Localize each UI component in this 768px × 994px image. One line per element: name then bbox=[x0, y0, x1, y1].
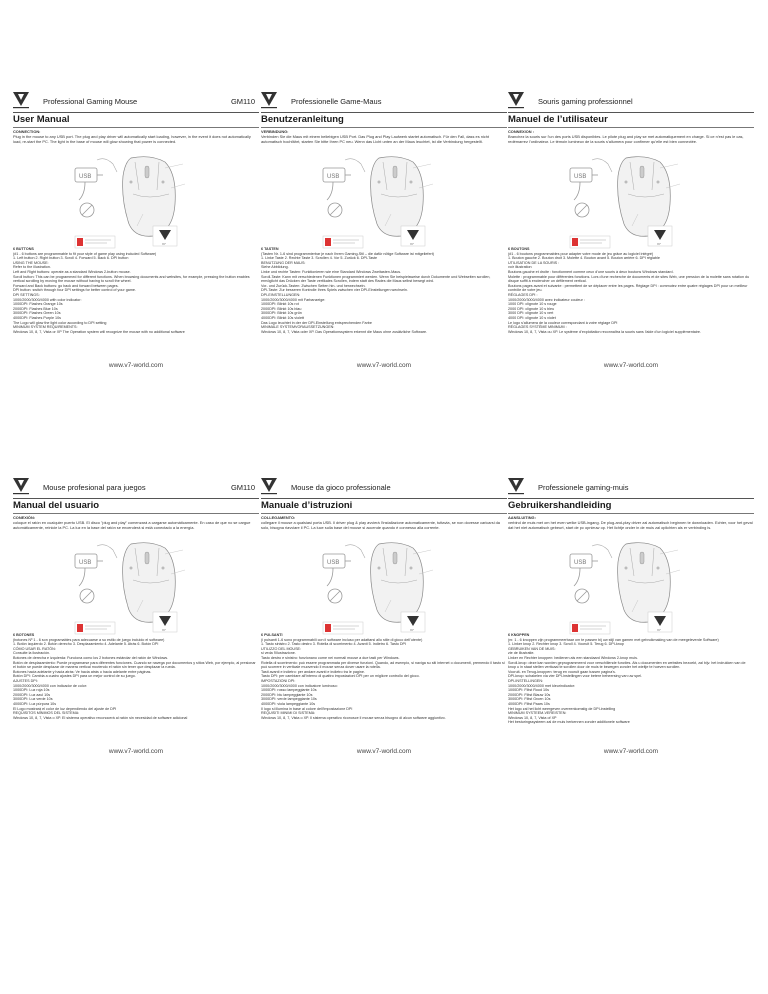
v7-logo-icon bbox=[261, 92, 277, 110]
buttons-label: 6 TASTEN bbox=[261, 247, 279, 251]
buttons-label: 6 KNOPPEN bbox=[508, 633, 530, 637]
instruction-line: Molette : programmable pour différentes fonctions. Lors d’une recherche de documents et de sites Web, une pression de la molette sans rotation du disque suffit à enclencher un défilement vertical. bbox=[508, 274, 750, 284]
instruction-line: Left and Right buttons: operate as a standard Windows 2-button mouse. bbox=[13, 269, 131, 274]
divider bbox=[261, 127, 507, 128]
manual-panel bbox=[508, 478, 754, 758]
instruction-line: 1000DPI: Flitst Rood 10s bbox=[508, 688, 549, 693]
divider bbox=[261, 513, 507, 514]
instruction-line: 1. Left button 2. Right button 3. Scroll 4. Forward 5. Back 6. DPI button bbox=[13, 256, 129, 261]
instruction-line: 4000DPI: Blinkt 10s violett bbox=[261, 315, 305, 320]
instruction-line: Botón de desplazamiento: Puede programarse para diferentes funciones. Cuando se navega por documentos y sitios Web, por ejemplo, al presionar el botón se puede desplazar de manera vertical moviendo el ratón sin tener que desplazar la rueda. bbox=[13, 660, 256, 670]
instruction-line: DPI-Taste: Zur besseren Kontrolle Ihres Spiels zwischen vier DPI-Einstellungen wechseln. bbox=[261, 288, 408, 293]
connection-section bbox=[261, 130, 507, 144]
usb-label: USB bbox=[327, 560, 340, 566]
instruction-line: DPI-INSTELLINGEN: bbox=[508, 678, 544, 683]
panel-header bbox=[261, 92, 507, 113]
panel-header bbox=[508, 478, 754, 499]
panel-header bbox=[261, 478, 507, 499]
manual-panel bbox=[508, 92, 754, 372]
instruction-line: 1000/2000/3000/4000 avec indicateur couleur : bbox=[508, 297, 585, 302]
usb-label: USB bbox=[79, 560, 92, 566]
mouse-illustration bbox=[73, 154, 193, 259]
instruction-line: Boutons pages avant et suivante : permettent de se déplacer entre les pages. Réglage DPI : commutez entre quatre réglages DPI pour un meilleur contrôle de votre jeu. bbox=[508, 283, 748, 293]
instruction-line: 1. Linker knop 2. Rechter knop 3. Scroll 4. Vooruit 5. Terug 6. DPI-knop bbox=[508, 642, 624, 647]
divider bbox=[508, 127, 754, 128]
instruction-line: 1000DPI: Luz roja 10s bbox=[13, 688, 50, 693]
usb-label: USB bbox=[574, 560, 587, 566]
buttons-label: 6 PULSANTI bbox=[261, 633, 283, 637]
buttons-label: 6 BOUTONS bbox=[508, 247, 530, 251]
manual-panel bbox=[261, 478, 507, 758]
instruction-line: 3000DPI: Blinkt 10s grün bbox=[261, 311, 302, 316]
manual-title: Gebruikershandleiding bbox=[508, 500, 612, 511]
instruction-line: Windows 10, 8, 7, Vista o XP. El sistema operativo reconocerá al ratón sin necesidad de software adicional bbox=[13, 715, 188, 720]
instruction-line: USING THE MOUSE: bbox=[13, 260, 49, 265]
instruction-line: Consulte la ilustración. bbox=[13, 651, 51, 656]
buttons-label: 6 BUTTONS bbox=[13, 247, 34, 251]
brand-mark: V7 bbox=[410, 628, 414, 632]
instruction-line: 3000DPI: Luz verde 10s bbox=[13, 697, 53, 702]
divider bbox=[13, 513, 259, 514]
instruction-line: Scroll-knop: deze kan worden geprogrammeerd voor verschillende functies. Als u documenten en websites bezoekt, zal bijv. het indrukken van de knop u in staat stellen verticaal te scrollen door de muis te bewegen zonder het wieltje te hoeven scrollen. bbox=[508, 660, 746, 670]
v7-logo-icon bbox=[13, 92, 29, 110]
instruction-line: MINIMUM SYSTEEM-VEREISTEN: bbox=[508, 711, 567, 716]
instruction-line: MINIMUM SYSTEM REQUIREMENTS: bbox=[13, 325, 78, 330]
buttons-section bbox=[508, 633, 754, 725]
instruction-line: Vor- und Zurück-Tasten: Zwischen Seiten hin- und herwechseln. bbox=[261, 283, 366, 288]
manual-title: User Manual bbox=[13, 114, 70, 125]
brand-mark: V7 bbox=[410, 242, 414, 246]
instruction-line: Windows 10, 8, 7, Vista oder XP. Das Operationssystem erkennt die Maus ohne zusätzliche Software. bbox=[261, 329, 428, 334]
manual-title: Manuale d’istruzioni bbox=[261, 500, 353, 511]
instruction-line: si veda l’illustrazione. bbox=[261, 651, 296, 656]
instruction-line: (nr. 1 - 6 knoppen zijn programmeerbaar om te passen bij uw stijl van gamen met gebruikmaking van de meegeleverde Software) bbox=[508, 637, 719, 642]
instruction-line: Siehe Abbildung. bbox=[261, 265, 289, 270]
mouse-illustration bbox=[73, 540, 193, 645]
instruction-line: (#1 - 6 buttons are programmable to fit your style of game play using included Software) bbox=[13, 251, 157, 256]
connection-label: CONNEXION : bbox=[508, 129, 534, 134]
instruction-line: 1000 DPI: clignote 10 s rouge bbox=[508, 302, 557, 307]
connection-section bbox=[13, 516, 259, 530]
instruction-line: 4000 DPI: clignote 10 s violet bbox=[508, 315, 556, 320]
usb-label: USB bbox=[574, 174, 587, 180]
connection-label: COLLEGAMENTO: bbox=[261, 515, 296, 520]
instruction-line: (botones Nº 1 - 6 son programables para adecuarse a su estilo de juego incluido el software) bbox=[13, 637, 165, 642]
brand-mark: V7 bbox=[657, 628, 661, 632]
instruction-line: 4000DPI: Flashes Purple 10s bbox=[13, 315, 61, 320]
connection-label: VERBINDUNG: bbox=[261, 129, 289, 134]
product-title: Professionele gaming-muis bbox=[538, 483, 629, 492]
instruction-line: 4000DPI: Luz púrpura 10s bbox=[13, 701, 57, 706]
instruction-line: DPI-knop: schakelen via vier DPI-instellingen voor betere beheersing van uw spel. bbox=[508, 674, 643, 679]
manual-title: Manual del usuario bbox=[13, 500, 100, 511]
instruction-line: IMPOSTAZIONI DPI: bbox=[261, 678, 296, 683]
instruction-line: 1000DPI: rosso lampeggiante 10s bbox=[261, 688, 317, 693]
buttons-section bbox=[261, 633, 507, 720]
buttons-label: 6 BOTONES bbox=[13, 633, 35, 637]
brand-mark: V7 bbox=[162, 628, 166, 632]
instruction-line: RÉGLAGES SYSTÈME MINIMUM : bbox=[508, 325, 567, 330]
instruction-line: (Tasten Nr. 1-6 sind programmierbar je nach Ihrem Gaming-Stil – die dafür nötige Software ist mitgeliefert) bbox=[261, 251, 434, 256]
instruction-line: 1. Botón izquierdo 2. Botón derecho 3. Desplazamiento 4. Adelante 5. Atrás 6. Botón DPI bbox=[13, 642, 159, 647]
instruction-line: Refer to the illustration. bbox=[13, 265, 51, 270]
instruction-line: 2000DPI: Blinkt 10s blau bbox=[261, 306, 302, 311]
product-title: Mouse profesional para juegos bbox=[43, 483, 146, 492]
product-title: Professionelle Game-Maus bbox=[291, 97, 382, 106]
model-number: GM110 bbox=[230, 97, 255, 106]
product-title: Professional Gaming Mouse bbox=[43, 97, 138, 106]
instruction-line: 4000DPI: viola lampeggiante 10s bbox=[261, 701, 316, 706]
instruction-line: 3000DPI: Flashes Green 10s bbox=[13, 311, 61, 316]
buttons-section bbox=[13, 247, 259, 334]
buttons-lines bbox=[508, 252, 754, 335]
instruction-line: Tasto DPI: per cambiare all’interno di quattro impostazioni DPI per un migliore controllo del gioco. bbox=[261, 674, 420, 679]
instruction-line: Scroll-Taste: Kann mit verschiedenen Funktionen programmiert werden. Wenn Sie beispielsweise durch Dokumente und Webseiten scrollen, ermöglicht das Drücken der Taste vertikales Scrollen, indem statt des Rades die Maus selbst bewegt wird. bbox=[261, 274, 491, 284]
connection-text: Plug in the mouse to any USB port. The plug and play driver will automatically start loading, however, in the event it does not automatically load, re-start the PC. The light in the base of mouse will glow showing that power is connected. bbox=[13, 133, 251, 144]
instruction-line: BENUTZUNG DER MAUS: bbox=[261, 260, 306, 265]
panel-header bbox=[13, 478, 259, 499]
instruction-line: The Logo will glow the light color according to DPI setting bbox=[13, 320, 107, 325]
panel-header bbox=[508, 92, 754, 113]
instruction-line: Windows 10, 8, 7, Vista ou XP. Le système d’exploitation reconnaîtra la souris sans l’aide d’un logiciel supplémentaire. bbox=[508, 329, 701, 334]
connection-label: AANSLUITING: bbox=[508, 515, 536, 520]
instruction-line: 3000DPI: Flitst Groen 10s bbox=[508, 697, 551, 702]
instruction-line: Het logo zal het licht weergeven overeenkomstig de DPI-instelling bbox=[508, 706, 616, 711]
instruction-line: UTILISATION DE LA SOURIS : bbox=[508, 260, 560, 265]
instruction-line: DPI SETTINGS: bbox=[13, 292, 40, 297]
instruction-line: 1000DPI: Blinkt 10s rot bbox=[261, 302, 299, 307]
website-url[interactable]: www.v7-world.com bbox=[108, 748, 164, 755]
manual-panel bbox=[13, 92, 259, 372]
divider bbox=[508, 513, 754, 514]
instruction-line: Botones de derecha e izquierda: Funciona como los 2 botones estándar del ratón de Windows. bbox=[13, 655, 169, 660]
website-url[interactable]: www.v7-world.com bbox=[603, 748, 659, 755]
connection-section bbox=[261, 516, 507, 530]
instruction-line: Windows 10, 8, 7, Vista of XP bbox=[508, 715, 557, 720]
panel-header bbox=[13, 92, 259, 113]
instruction-line: UTILIZZO DEL MOUSE: bbox=[261, 646, 302, 651]
instruction-line: Windows 10, 8, 7, Vista or XP The Operation system will recognize the mouse with no additional software bbox=[13, 329, 185, 334]
instruction-line: Tasto destro e sinistro: funzionano come nei normali mouse a due tasti per Windows. bbox=[261, 655, 400, 660]
instruction-line: 3000 DPI: clignote 10 s vert bbox=[508, 311, 554, 316]
instruction-line: 1. Tasto sinistro 2. Tasto destro 3. Rotella di scorrimento 4. Avanti 5. Indietro 6. Tasto DPI bbox=[261, 642, 407, 647]
buttons-lines bbox=[508, 638, 754, 725]
instruction-line: CÓMO USAR EL RATÓN: bbox=[13, 646, 56, 651]
instruction-line: Le logo s’allumera de la couleur correspondant à votre réglage DPI bbox=[508, 320, 618, 325]
instruction-line: (#1 - 6 boutons programmables pour adapter votre mode de jeu grâce au logiciel intégré) bbox=[508, 251, 654, 256]
product-title: Mouse da gioco professionale bbox=[291, 483, 391, 492]
website-url[interactable]: www.v7-world.com bbox=[356, 362, 412, 369]
instruction-line: REQUISITOS MÍNIMOS DEL SISTEMA: bbox=[13, 711, 80, 716]
instruction-line: 4000DPI: Flitst Paars 10s bbox=[508, 701, 550, 706]
instruction-line: Boutons gauche et droite : fonctionnent comme ceux d’une souris à deux boutons Windows standard. bbox=[508, 269, 674, 274]
instruction-line: 1000/2000/3000/4000 con indicatore luminoso: bbox=[261, 683, 338, 688]
connection-section bbox=[13, 130, 259, 144]
connection-text: collegare il mouse a qualsiasi porta USB. Il driver plug & play avvierà l’installazione automaticamente, tuttavia, se non dovesse caricarsi da solo, bisogna riavviare il PC. La luce sulla base del mouse si accende quando è connesso alla corrente. bbox=[261, 519, 500, 530]
instruction-line: DPI button: switch through four DPI settings for better control of your game. bbox=[13, 288, 136, 293]
instruction-line: 2000DPI: Flashes Blue 10s bbox=[13, 306, 58, 311]
mouse-illustration bbox=[321, 540, 441, 645]
instruction-line: 2000DPI: Luz azul 10s bbox=[13, 692, 51, 697]
mouse-illustration bbox=[321, 154, 441, 259]
brand-mark: V7 bbox=[162, 242, 166, 246]
instruction-line: RÉGLAGES DPI : bbox=[508, 292, 538, 297]
instruction-line: GEBRUIKEN VAN DE MUIS: bbox=[508, 646, 556, 651]
instruction-line: 1000DPI: Flashes Orange 10s bbox=[13, 302, 63, 307]
buttons-section bbox=[261, 247, 507, 334]
instruction-line: Linker en Rechter knoppen: bedienen als een standaard Windows 2-knop muis. bbox=[508, 655, 638, 660]
instruction-line: 1000/2000/3000/4000 met kleurindicator: bbox=[508, 683, 576, 688]
buttons-lines bbox=[261, 252, 507, 335]
connection-section bbox=[508, 130, 754, 144]
instruction-line: Linke und rechte Tasten: Funktionieren wie eine Standard Windows Zweitasten-Maus. bbox=[261, 269, 402, 274]
model-number: GM110 bbox=[230, 483, 255, 492]
manual-panel bbox=[13, 478, 259, 758]
instruction-line: 3000DPI: verde lampeggiante 10s bbox=[261, 697, 317, 702]
instruction-line: Botones hacia adelante y hacia atrás: Ve hacia atrás o hacia adelante entre páginas. bbox=[13, 669, 152, 674]
instruction-line: DPI-EINSTELLUNGEN: bbox=[261, 292, 301, 297]
instruction-line: 2000DPI: Flitst Blauw 10s bbox=[508, 692, 551, 697]
buttons-section bbox=[13, 633, 259, 720]
instruction-line: 1000/2000/3000/4000 con indicador de color: bbox=[13, 683, 88, 688]
instruction-line: Windows 10, 8, 7, Vista o XP. Il sistema operativo riconosce il mouse senza bisogno di alcun software aggiuntivo. bbox=[261, 715, 446, 720]
instruction-line: Tasti avanti e indietro: per andare avanti e indietro tra le pagine. bbox=[261, 669, 365, 674]
v7-logo-icon bbox=[508, 92, 524, 110]
instruction-line: zie de illustratie. bbox=[508, 651, 535, 656]
instruction-line: 1000/2000/3000/4000 mit Farbanzeige: bbox=[261, 297, 326, 302]
instruction-line: MINIMALE SYSTEMVORAUSSETZUNGEN: bbox=[261, 325, 335, 330]
instruction-line: 2000DPI: blu lampeggiante 10s bbox=[261, 692, 313, 697]
connection-label: CONEXIÓN: bbox=[13, 515, 36, 520]
connection-label: CONNECTION: bbox=[13, 129, 41, 134]
mouse-illustration bbox=[568, 540, 688, 645]
connection-text: coloque el ratón en cualquier puerto USB. El disco "plug and play" comenzará a cargarse automáticamente. En caso de que no se cargue automáticamente, reinicie la PC. La luz en la base del ratón se encenderá si está conectado a la energía. bbox=[13, 519, 251, 530]
connection-text: Branchez la souris sur l’un des ports USB disponibles. Le pilote plug and play se met automatiquement en charge. Si ce n’est pas le cas, redémarrez l’ordinateur. Le témoin lumineux de la souris s’allumera pour confirmer qu’elle est bien connectée. bbox=[508, 133, 744, 144]
instruction-line: 1. Bouton gauche 2. Bouton droit 3. Molette 4. Bouton avant 5. Bouton arrière 6. DPI réglable bbox=[508, 256, 660, 261]
manual-title: Manuel de l’utilisateur bbox=[508, 114, 608, 125]
connection-text: verbind de muis met om het even welke USB-ingang. De plug-and-play driver zal automatisch beginnen te downloaden. Echter, voor het geval dat het niet automatisch gebeurt, start de pc opnieuw op. Het lichtje onder in de muis zal oplichten als er verbinding is. bbox=[508, 519, 753, 530]
instruction-line: 2000 DPI: clignote 10 s bleu bbox=[508, 306, 555, 311]
website-url[interactable]: www.v7-world.com bbox=[108, 362, 164, 369]
brand-mark: V7 bbox=[657, 242, 661, 246]
v7-logo-icon bbox=[261, 478, 277, 496]
instruction-line: (i pulsanti 1-6 sono programmabili con il software incluso per adattarsi allo stile di gioco dell’utente) bbox=[261, 637, 423, 642]
instruction-line: Il logo si illumina in base al colore dell’impostazione DPI bbox=[261, 706, 353, 711]
website-url[interactable]: www.v7-world.com bbox=[356, 748, 412, 755]
manual-panel bbox=[261, 92, 507, 372]
usb-label: USB bbox=[79, 174, 92, 180]
instruction-line: Het besturingssysteem zal de muis herkennen zonder additionele software bbox=[508, 720, 630, 725]
instruction-line: 1. Linke Taste 2. Rechte Taste 3. Scrollen 4. Vor 5. Zurück 6. DPI-Taste bbox=[261, 256, 378, 261]
instruction-line: AJUSTES DPI: bbox=[13, 678, 38, 683]
instruction-line: 1000/2000/3000/4000 with color indicator: bbox=[13, 297, 82, 302]
instruction-line: Botón DPI: Cambia a cuatro ajustes DPI para un mejor control de su juego. bbox=[13, 674, 136, 679]
buttons-section bbox=[508, 247, 754, 334]
mouse-illustration bbox=[568, 154, 688, 259]
buttons-lines bbox=[13, 252, 259, 335]
buttons-lines bbox=[261, 638, 507, 721]
instruction-line: Rotella di scorrimento: può essere programmata per diverse funzioni. Quando, ad esempio, si naviga su siti internet o documenti, premendo il tasto si può scorrere in verticale muovendo il mouse senza dover usare la rotella. bbox=[261, 660, 505, 670]
instruction-line: Das Logo leuchtet in der der DPI-Einstellung entsprechenden Farbe bbox=[261, 320, 372, 325]
website-url[interactable]: www.v7-world.com bbox=[603, 362, 659, 369]
connection-section bbox=[508, 516, 754, 530]
instruction-line: Scroll button: This can be programmed for different functions. When browsing documents and websites, for example, pressing the button enables vertical scrolling by moving the mouse without having to scroll the wheel. bbox=[13, 274, 250, 284]
instruction-line: Vooruit- en Terug-knoppen: terug en vooruit gaan tussen pagina’s. bbox=[508, 669, 616, 674]
manual-title: Benutzeranleitung bbox=[261, 114, 344, 125]
connection-text: Verbinden Sie die Maus mit einem beliebigen USB Port. Das Plug and Play Laufwerk startet automatisch. Für den Fall, dass es nicht automatisch hochfährt, starten Sie bitte Ihren PC neu. Wenn das Licht unten an der Maus leuchtet, ist die Verbindung hergestellt. bbox=[261, 133, 489, 144]
product-title: Souris gaming professionnel bbox=[538, 97, 633, 106]
divider bbox=[13, 127, 259, 128]
v7-logo-icon bbox=[508, 478, 524, 496]
instruction-line: El Logo mostrará el color de luz dependiendo del ajuste de DPI bbox=[13, 706, 117, 711]
instruction-line: voir illustration bbox=[508, 265, 532, 270]
instruction-line: REQUISITI MINIMI DI SISTEMA: bbox=[261, 711, 316, 716]
v7-logo-icon bbox=[13, 478, 29, 496]
buttons-lines bbox=[13, 638, 259, 721]
instruction-line: Forward and Back buttons: go back and forward between pages. bbox=[13, 283, 119, 288]
usb-label: USB bbox=[327, 174, 340, 180]
